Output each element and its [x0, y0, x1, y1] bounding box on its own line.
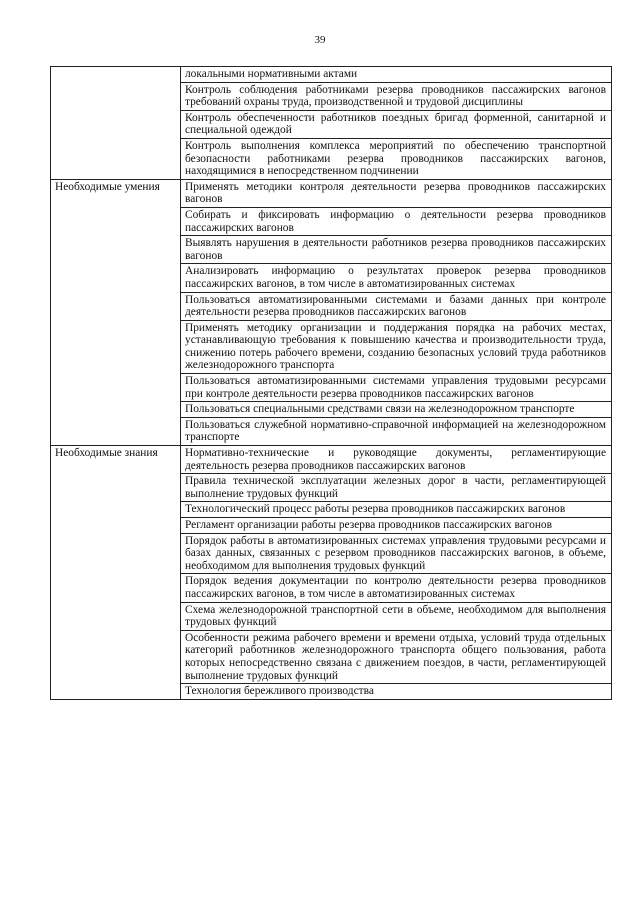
table-row [51, 179, 612, 207]
description-cell: Нормативно-технические и руководящие документы, регламентирующие деятельность резерва проводников пассажирских вагонов [181, 446, 612, 474]
description-cell: Пользоваться служебной нормативно-справочной информацией на железнодорожном транспорте [181, 417, 612, 445]
description-cell: Схема железнодорожной транспортной сети в объеме, необходимом для выполнения трудовых функций [181, 602, 612, 630]
description-cell: Контроль выполнения комплекса мероприятий по обеспечению транспортной безопасности работниками резерва проводников пассажирских вагонов, находящимися в непосредственном подчинении [181, 138, 612, 179]
description-cell: Технология бережливого производства [181, 684, 612, 700]
page-number: 39 [314, 34, 326, 46]
description-cell: Применять методики контроля деятельности резерва проводников пассажирских вагонов [181, 179, 612, 207]
table-row [51, 446, 612, 474]
description-cell: Контроль обеспеченности работников поездных бригад форменной, санитарной и специальной одеждой [181, 110, 612, 138]
table-row [51, 67, 612, 83]
description-cell: Порядок ведения документации по контролю деятельности резерва проводников пассажирских вагонов, в том числе в автоматизированных системах [181, 574, 612, 602]
description-cell: Пользоваться специальными средствами связи на железнодорожном транспорте [181, 402, 612, 418]
description-cell: Особенности режима рабочего времени и времени отдыха, условий труда отдельных категорий работников железнодорожного транспорта общего пользования, работа которых непосредственно связана с движением поездов, в части, регламентирующей выполнение трудовых функций [181, 630, 612, 683]
description-cell: Технологический процесс работы резерва проводников пассажирских вагонов [181, 502, 612, 518]
category-cell [51, 67, 181, 180]
description-cell: Контроль соблюдения работниками резерва проводников пассажирских вагонов требований охраны труда, производственной и трудовой дисциплины [181, 82, 612, 110]
description-cell: Применять методику организации и поддержания порядка на рабочих местах, устанавливающую требования к повышению качества и производительности труда, снижению потерь рабочего времени, созданию безопасных условий труда работников железнодорожного транспорта [181, 320, 612, 373]
continuation-cell: локальными нормативными актами [181, 67, 612, 83]
description-cell: Собирать и фиксировать информацию о деятельности резерва проводников пассажирских вагонов [181, 207, 612, 235]
description-cell: Регламент организации работы резерва проводников пассажирских вагонов [181, 518, 612, 534]
competency-table-body [51, 67, 612, 700]
description-cell: Выявлять нарушения в деятельности работников резерва проводников пассажирских вагонов [181, 236, 612, 264]
description-cell: Пользоваться автоматизированными системами управления трудовыми ресурсами при контроле деятельности резерва проводников пассажирских вагонов [181, 374, 612, 402]
category-cell: Необходимые знания [51, 446, 181, 700]
description-cell: Правила технической эксплуатации железных дорог в части, регламентирующей выполнение трудовых функций [181, 474, 612, 502]
description-cell: Порядок работы в автоматизированных системах управления трудовыми ресурсами и базах данных, связанных с резервом проводников пассажирских вагонов, в объеме, необходимом для выполнения трудовых функций [181, 533, 612, 574]
description-cell: Пользоваться автоматизированными системами и базами данных при контроле деятельности резерва проводников пассажирских вагонов [181, 292, 612, 320]
competency-table [50, 66, 612, 700]
description-cell: Анализировать информацию о результатах проверок резерва проводников пассажирских вагонов, в том числе в автоматизированных системах [181, 264, 612, 292]
category-cell: Необходимые умения [51, 179, 181, 445]
